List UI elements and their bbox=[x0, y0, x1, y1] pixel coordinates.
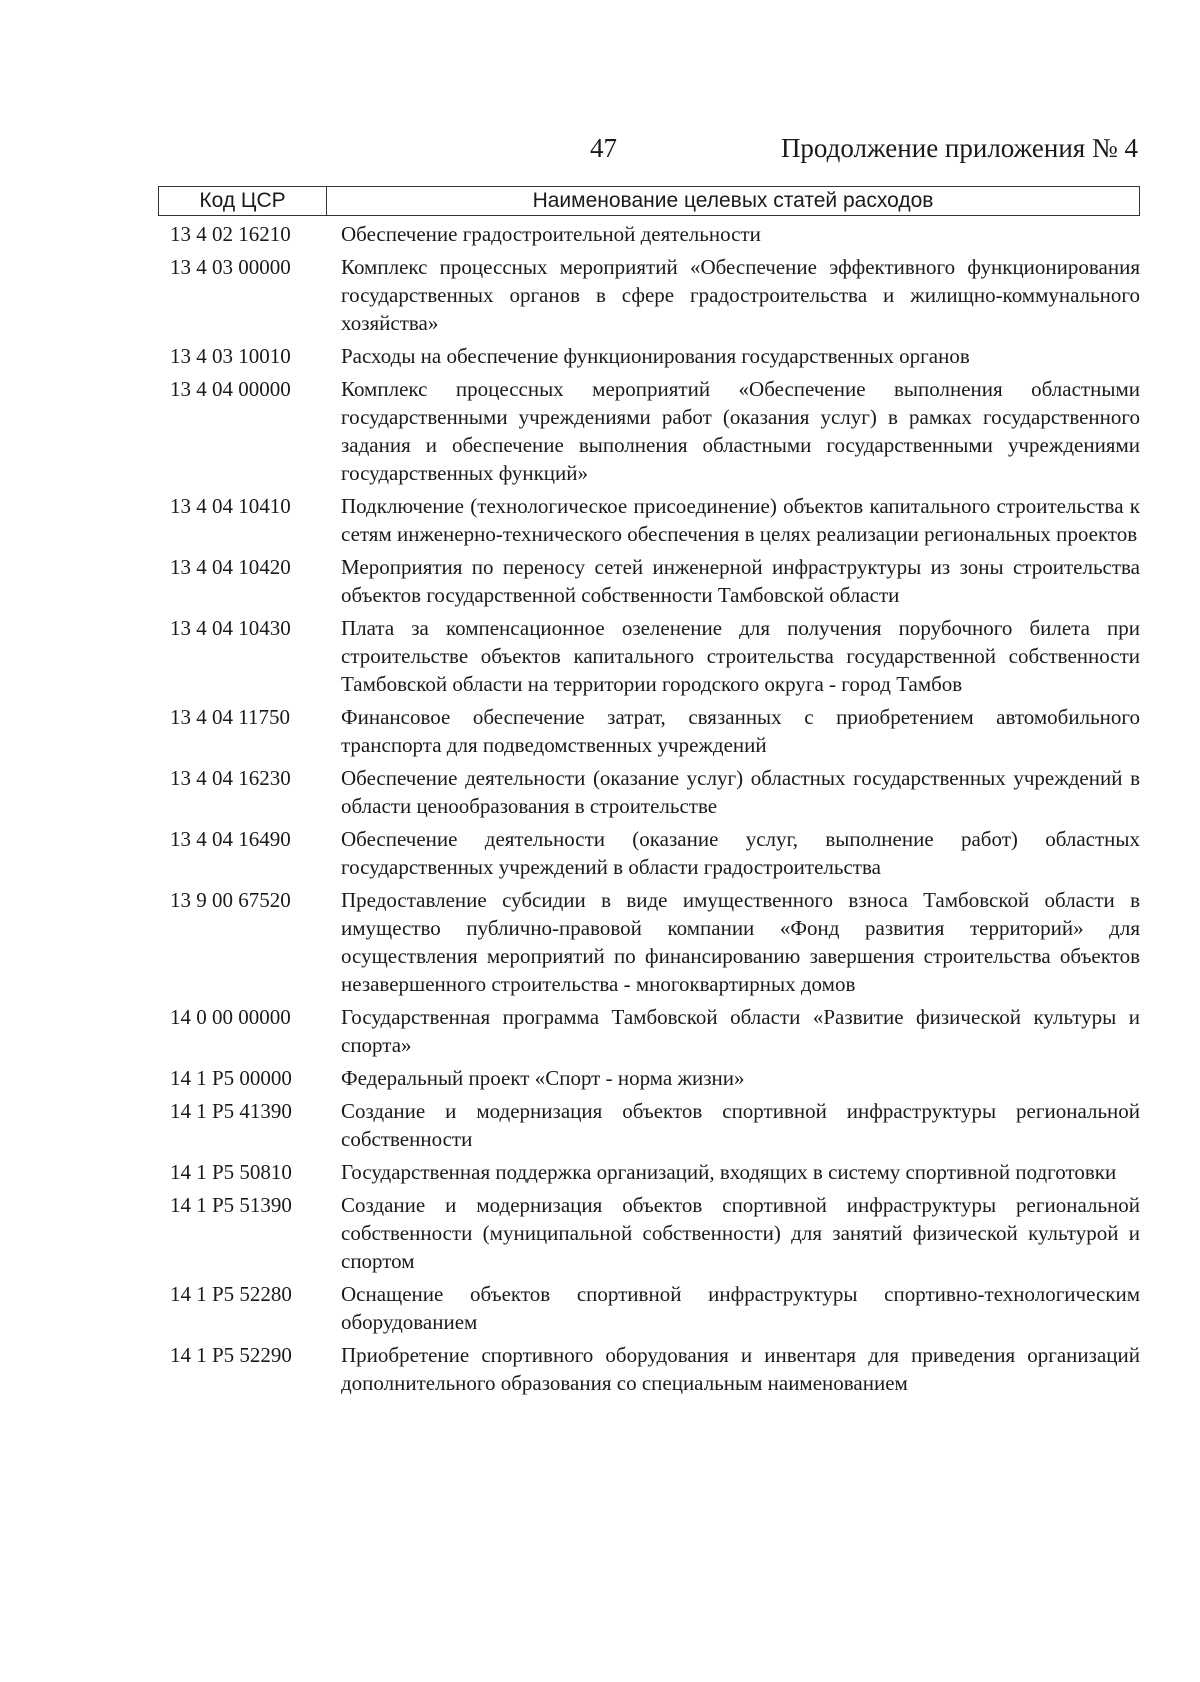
row-code: 14 0 00 00000 bbox=[170, 1005, 291, 1029]
table-body bbox=[170, 220, 1140, 1402]
table-row bbox=[170, 886, 1140, 998]
row-name: Обеспечение градостроительной деятельности bbox=[341, 222, 761, 246]
row-name: Предоставление субсидии в виде имущественного взноса Тамбовской области в имущество публично-правовой компании «Фонд развития территорий» для осуществления мероприятий по финансированию завершения строительства объектов незавершенного строительства - многоквартирных домов bbox=[341, 888, 1140, 996]
row-name: Государственная поддержка организаций, входящих в систему спортивной подготовки bbox=[341, 1160, 1117, 1184]
table-row bbox=[170, 1097, 1140, 1153]
table-row bbox=[170, 703, 1140, 759]
row-name: Обеспечение деятельности (оказание услуг) областных государственных учреждений в области ценообразования в строительстве bbox=[341, 766, 1140, 818]
table-row bbox=[170, 492, 1140, 548]
row-name: Создание и модернизация объектов спортивной инфраструктуры региональной собственности (муниципальной собственности) для занятий физической культурой и спортом bbox=[341, 1193, 1140, 1273]
row-name: Создание и модернизация объектов спортивной инфраструктуры региональной собственности bbox=[341, 1099, 1140, 1151]
table-row bbox=[170, 825, 1140, 881]
row-code: 14 1 P5 51390 bbox=[170, 1193, 292, 1217]
row-code: 13 4 04 10410 bbox=[170, 494, 291, 518]
table-row bbox=[170, 1191, 1140, 1275]
row-name: Комплекс процессных мероприятий «Обеспечение эффективного функционирования государственных органов в сфере градостроительства и жилищно-коммунального хозяйства» bbox=[341, 255, 1140, 335]
table-row bbox=[170, 253, 1140, 337]
row-name: Мероприятия по переносу сетей инженерной инфраструктуры из зоны строительства объектов государственной собственности Тамбовской области bbox=[341, 555, 1140, 607]
column-header-code: Код ЦСР bbox=[159, 187, 327, 215]
table-row bbox=[170, 342, 1140, 370]
table-row bbox=[170, 614, 1140, 698]
row-code: 14 1 P5 50810 bbox=[170, 1160, 292, 1184]
column-header-name: Наименование целевых статей расходов bbox=[532, 189, 934, 212]
row-code: 13 4 04 11750 bbox=[170, 705, 290, 729]
row-code: 13 9 00 67520 bbox=[170, 888, 291, 912]
table-row bbox=[170, 375, 1140, 487]
row-name: Государственная программа Тамбовской области «Развитие физической культуры и спорта» bbox=[341, 1005, 1140, 1057]
table-row bbox=[170, 1341, 1140, 1397]
table-row bbox=[170, 553, 1140, 609]
page-caption: Продолжение приложения № 4 bbox=[780, 133, 1138, 163]
row-name: Подключение (технологическое присоединение) объектов капитального строительства к сетям инженерно-технического обеспечения в целях реализации региональных проектов bbox=[341, 494, 1140, 546]
row-name: Комплекс процессных мероприятий «Обеспечение выполнения областными государственными учреждениями работ (оказания услуг) в рамках государственного задания и обеспечение выполнения областными государственными учреждениями государственных функций» bbox=[341, 377, 1140, 485]
row-name: Федеральный проект «Спорт - норма жизни» bbox=[341, 1066, 745, 1090]
row-name: Приобретение спортивного оборудования и инвентаря для приведения организаций дополнительного образования со специальным наименованием bbox=[341, 1343, 1140, 1395]
table-row bbox=[170, 1003, 1140, 1059]
table-row bbox=[170, 1280, 1140, 1336]
table-row bbox=[170, 220, 1140, 248]
table-row bbox=[170, 1158, 1140, 1186]
row-name: Оснащение объектов спортивной инфраструктуры спортивно-технологическим оборудованием bbox=[341, 1282, 1140, 1334]
row-code: 14 1 P5 41390 bbox=[170, 1099, 292, 1123]
row-code: 13 4 04 16490 bbox=[170, 827, 291, 851]
row-name: Плата за компенсационное озеленение для получения порубочного билета при строительстве объектов капитального строительства государственной собственности Тамбовской области на территории городского округа - город Тамбов bbox=[341, 616, 1140, 696]
row-code: 14 1 P5 00000 bbox=[170, 1066, 292, 1090]
row-code: 13 4 04 10430 bbox=[170, 616, 291, 640]
row-code: 14 1 P5 52290 bbox=[170, 1343, 292, 1367]
row-code: 13 4 03 10010 bbox=[170, 344, 291, 368]
row-code: 14 1 P5 52280 bbox=[170, 1282, 292, 1306]
row-code: 13 4 04 00000 bbox=[170, 377, 291, 401]
row-code: 13 4 04 16230 bbox=[170, 766, 291, 790]
table-header bbox=[158, 186, 1140, 216]
row-name: Обеспечение деятельности (оказание услуг, выполнение работ) областных государственных учреждений в области градостроительства bbox=[341, 827, 1140, 879]
table-row bbox=[170, 764, 1140, 820]
row-code: 13 4 03 00000 bbox=[170, 255, 291, 279]
row-code: 13 4 02 16210 bbox=[170, 222, 291, 246]
row-name: Расходы на обеспечение функционирования государственных органов bbox=[341, 344, 970, 368]
page-number: 47 bbox=[590, 133, 617, 163]
row-code: 13 4 04 10420 bbox=[170, 555, 291, 579]
row-name: Финансовое обеспечение затрат, связанных с приобретением автомобильного транспорта для подведомственных учреждений bbox=[341, 705, 1140, 757]
table-row bbox=[170, 1064, 1140, 1092]
